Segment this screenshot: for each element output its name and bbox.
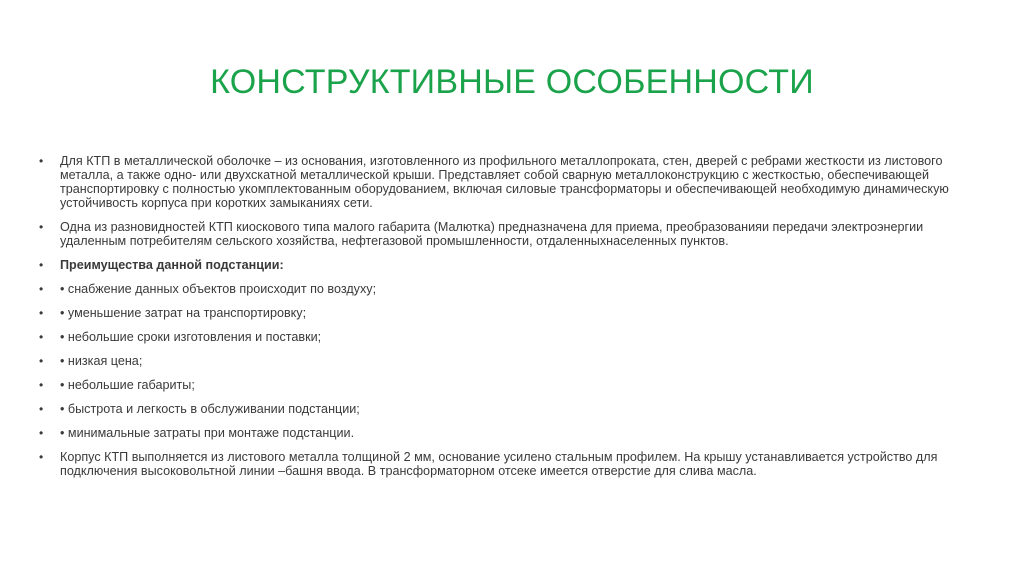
list-item bbox=[36, 354, 991, 368]
bullet-icon: • bbox=[39, 378, 44, 392]
list-item-text: • снабжение данных объектов происходит по воздуху; bbox=[60, 282, 377, 296]
list-item-text: Одна из разновидностей КТП киоскового типа малого габарита (Малютка) предназначена для приема, преобразованияи передачи электроэнергии удаленным потребителям сельского хозяйства, нефтегазовой промышленности, отдаленныхнаселенных пунктов. bbox=[60, 220, 924, 248]
list-item-text: • низкая цена; bbox=[60, 354, 143, 368]
bullet-icon: • bbox=[39, 220, 44, 234]
bullet-icon: • bbox=[39, 306, 44, 320]
list-item bbox=[36, 154, 991, 210]
list-item-text: • небольшие сроки изготовления и поставки; bbox=[60, 330, 322, 344]
bullet-icon: • bbox=[39, 258, 44, 272]
list-item-text: • быстрота и легкость в обслуживании подстанции; bbox=[60, 402, 360, 416]
list-item bbox=[36, 220, 991, 248]
list-item-text: Преимущества данной подстанции: bbox=[60, 258, 284, 272]
list-item bbox=[36, 282, 991, 296]
bullet-icon: • bbox=[39, 426, 44, 440]
list-item-text: • небольшие габариты; bbox=[60, 378, 195, 392]
list-item-text: Для КТП в металлической оболочке – из основания, изготовленного из профильного металлопроката, стен, дверей с ребрами жесткости из листового металла, а также одно- или двухскатной металлической крыши. Представляет собой сварную металлоконструкцию с жесткостью, обеспечивающей транспортировку с полностью укомплектованным оборудованием, включая силовые трансформаторы и обеспечивающей необходимую динамическую устойчивость корпуса при коротких замыканиях сети. bbox=[60, 154, 949, 210]
list-item bbox=[36, 330, 991, 344]
list-item bbox=[36, 450, 991, 478]
bullet-icon: • bbox=[39, 282, 44, 296]
list-item-text: Корпус КТП выполняется из листового металла толщиной 2 мм, основание усилено стальным профилем. На крышу устанавливается устройство для подключения высоковольтной линии –башня ввода. В трансформаторном отсеке имеется отверстие для слива масла. bbox=[60, 450, 938, 478]
list-item-heading bbox=[36, 258, 991, 272]
bullet-icon: • bbox=[39, 354, 44, 368]
bullet-list bbox=[36, 154, 991, 488]
bullet-icon: • bbox=[39, 450, 44, 464]
list-item bbox=[36, 378, 991, 392]
list-item-text: • минимальные затраты при монтаже подстанции. bbox=[60, 426, 355, 440]
list-item bbox=[36, 306, 991, 320]
list-item-text: • уменьшение затрат на транспортировку; bbox=[60, 306, 307, 320]
list-item bbox=[36, 426, 991, 440]
slide-title: КОНСТРУКТИВНЫЕ ОСОБЕННОСТИ bbox=[210, 63, 814, 101]
list-item bbox=[36, 402, 991, 416]
bullet-icon: • bbox=[39, 330, 44, 344]
bullet-icon: • bbox=[39, 402, 44, 416]
bullet-icon: • bbox=[39, 154, 44, 168]
